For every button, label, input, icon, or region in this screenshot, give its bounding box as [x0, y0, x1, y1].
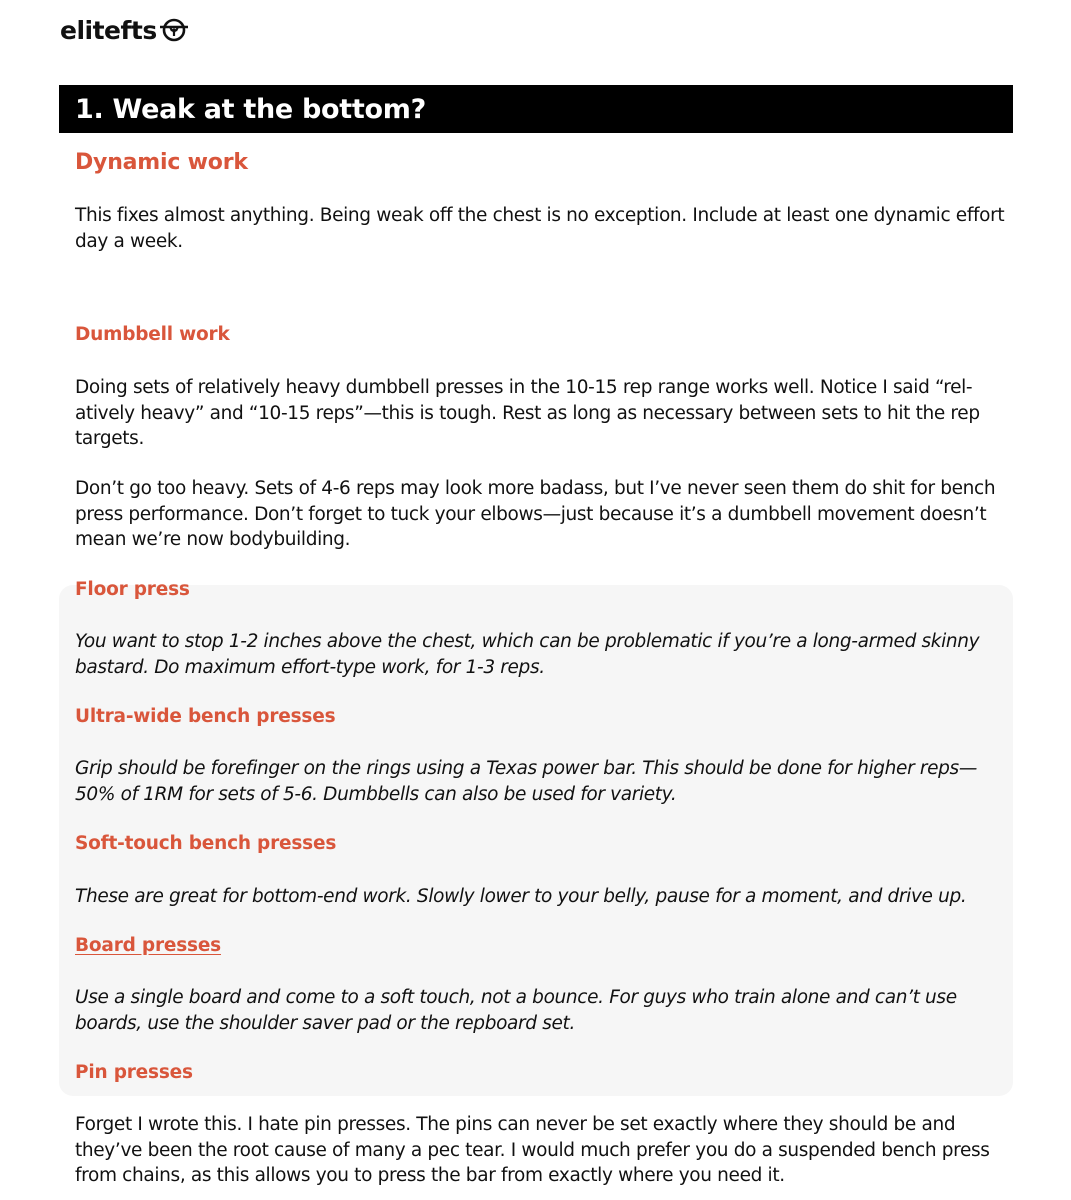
heading-ultra-wide-bench: Ultra-wide bench presses — [75, 706, 336, 727]
paragraph-floor-press: You want to stop 1-2 inches above the chest, which can be problematic if you’re a long-armed skinny bastard. Do maximum effort-type work, for 1-3 reps. — [75, 631, 980, 678]
paragraph-soft-touch-bench: These are great for bottom-end work. Slowly lower to your belly, pause for a moment, and drive up. — [75, 886, 967, 907]
paragraph-dynamic-work: This fixes almost anything. Being weak off the chest is no exception. Include at least one dynamic effort day a week. — [75, 205, 1005, 252]
heading-dumbbell-work: Dumbbell work — [75, 324, 230, 345]
paragraph-dumbbell-work-2: Don’t go too heavy. Sets of 4-6 reps may look more badass, but I’ve never seen them do shit for bench press performance. Don’t forget to tuck your elbows—just because it’s a dumbbell movement doesn’t mean we’re now bodybuilding. — [75, 478, 996, 550]
section-title: 1. Weak at the bottom? — [75, 93, 426, 125]
heading-pin-presses: Pin presses — [75, 1062, 193, 1083]
barbell-lifter-icon — [159, 18, 189, 42]
paragraph-ultra-wide-bench: Grip should be forefinger on the rings using a Texas power bar. This should be done for higher reps—50% of 1RM for sets of 5-6. Dumbbells can also be used for variety. — [75, 758, 977, 805]
section-title-bar — [59, 85, 1013, 133]
heading-dynamic-work: Dynamic work — [75, 150, 248, 175]
brand-name: elitefts — [60, 15, 157, 45]
paragraph-dumbbell-work-1: Doing sets of relatively heavy dumbbell presses in the 10-15 rep range works well. Notice I said “rel-atively heavy” and “10-15 reps”—this is tough. Rest as long as necessary between sets to hit the rep targets. — [75, 377, 980, 449]
heading-floor-press: Floor press — [75, 579, 190, 600]
brand-logo[interactable] — [60, 14, 189, 46]
paragraph-board-presses: Use a single board and come to a soft touch, not a bounce. For guys who train alone and can’t use boards, use the shoulder saver pad or the repboard set. — [75, 987, 957, 1034]
board-presses-link[interactable]: Board presses — [75, 935, 221, 956]
paragraph-pin-presses: Forget I wrote this. I hate pin presses. The pins can never be set exactly where they should be and they’ve been the root cause of many a pec tear. I would much prefer you do a suspended bench press from chains, as this allows you to press the bar from exactly where you need it. — [75, 1114, 990, 1186]
heading-soft-touch-bench: Soft-touch bench presses — [75, 833, 337, 854]
